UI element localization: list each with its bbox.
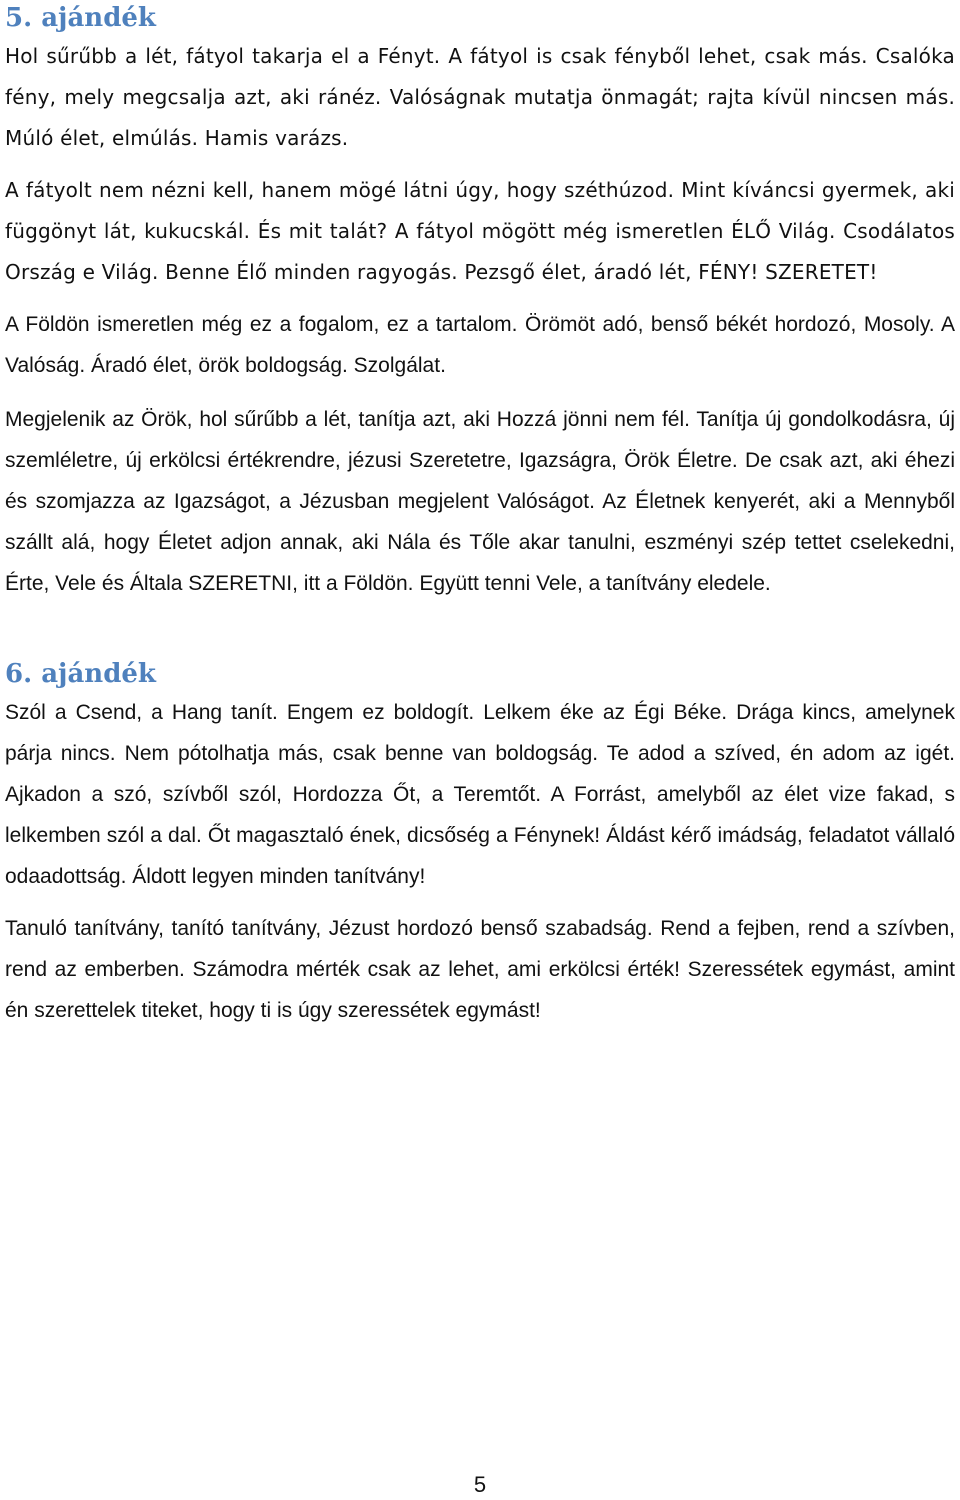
spacer [5, 159, 955, 170]
section-6-heading: 6. ajándék [5, 659, 156, 689]
section-5-paragraph-2: A fátyolt nem nézni kell, hanem mögé látni úgy, hogy széthúzod. Mint kíváncsi gyermek, aki függönyt lát, kukucskál. És mit talát? A fátyol mögött még ismeretlen ÉLŐ Világ. Csodálatos Ország e Világ. Benne Élő minden ragyogás. Pezsgő élet, áradó lét, FÉNY! SZERETET! [5, 178, 955, 284]
section-6-paragraph-2: Tanuló tanítvány, tanító tanítvány, Jézust hordozó benső szabadság. Rend a fejben, rend a szívben, rend az emberben. Számodra mérték csak az lehet, ami erkölcsi érték! Szeressétek egymást, amint én szerettelek titeket, hogy ti is úgy szeressétek egymást! [5, 917, 955, 1022]
section-5-heading: 5. ajándék [5, 3, 156, 33]
page-number: 5 [473, 1472, 487, 1497]
section-spacer [5, 604, 955, 656]
spacer [5, 386, 955, 399]
section-6-paragraph-1: Szól a Csend, a Hang tanít. Engem ez boldogít. Lelkem éke az Égi Béke. Drága kincs, amelynek párja nincs. Nem pótolhatja más, csak benne van boldogság. Te adod a szíved, én adom az igét. Ajkadon a szó, szívből szól, Hordozza Őt, a Teremtőt. A Forrást, amelyből az élet vize fakad, s lelkemben szól a dal. Őt magasztaló ének, dicsőség a Fénynek! Áldást kérő imádság, feladatot vállaló odaadottság. Áldott legyen minden tanítvány! [5, 701, 955, 888]
section-5-paragraph-1: Hol sűrűbb a lét, fátyol takarja el a Fényt. A fátyol is csak fényből lehet, csak más. Csalóka fény, mely megcsalja azt, aki ránéz. Valóságnak mutatja önmagát; rajta kívül nincsen más. Múló élet, elmúlás. Hamis varázs. [5, 44, 955, 150]
section-5-paragraph-4: Megjelenik az Örök, hol sűrűbb a lét, tanítja azt, aki Hozzá jönni nem fél. Tanítja új gondolkodásra, új szemléletre, új erkölcsi értékrendre, jézusi Szeretetre, Igazságra, Örök Életre. De csak azt, aki éhezi és szomjazza az Igazságot, a Jézusban megjelent Valóságot. Az Életnek kenyerét, aki a Mennyből szállt alá, hogy Életet adjon annak, aki Nála és Tőle akar tanulni, eszményi szép tettet cselekedni, Érte, Vele és Általa SZERETNI, itt a Földön. Együtt tenni Vele, a tanítvány eledele. [5, 408, 955, 595]
spacer [5, 293, 955, 304]
page-content [5, 0, 955, 1031]
spacer [5, 897, 955, 908]
section-5-paragraph-3: A Földön ismeretlen még ez a fogalom, ez a tartalom. Örömöt adó, benső békét hordozó, Mosoly. A Valóság. Áradó élet, örök boldogság. Szolgálat. [5, 313, 955, 377]
